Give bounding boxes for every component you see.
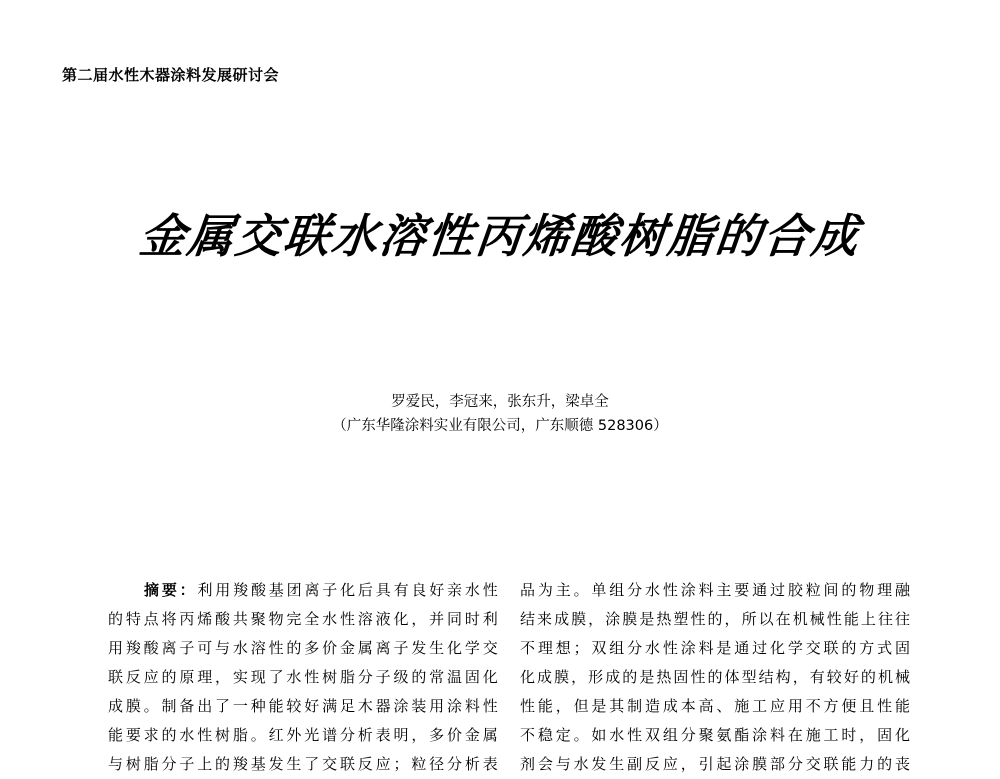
abstract-line: 与树脂分子上的羧基发生了交联反应；粒径分析表: [108, 755, 498, 773]
abstract-line: 能要求的水性树脂。红外光谱分析表明，多价金属: [108, 726, 498, 744]
conference-header: 第二届水性木器涂料发展研讨会: [62, 66, 280, 84]
abstract-text: 利用羧酸基团离子化后具有良好亲水性: [197, 581, 498, 599]
body-line: 剂会与水发生副反应，引起涂膜部分交联能力的丧: [520, 755, 910, 773]
abstract-line: [108, 576, 498, 605]
body-column-right: [520, 576, 910, 779]
paper-affiliation: （广东华隆涂料实业有限公司，广东顺德 528306）: [332, 418, 668, 434]
body-line: 不稳定。如水性双组分聚氨酯涂料在施工时，固化: [520, 726, 910, 744]
paper-authors: 罗爱民，李冠来，张东升，梁卓全: [391, 394, 609, 410]
abstract-line: 的特点将丙烯酸共聚物完全水性溶液化，并同时利: [108, 610, 498, 628]
abstract-label: 摘要：: [144, 581, 198, 599]
body-line: 品为主。单组分水性涂料主要通过胶粒间的物理融: [520, 581, 910, 599]
body-line: 化成膜，形成的是热固性的体型结构，有较好的机械: [520, 668, 910, 686]
abstract-line: 成膜。制备出了一种能较好满足木器涂装用涂料性: [108, 697, 498, 715]
body-line: 结来成膜，涂膜是热塑性的，所以在机械性能上往往: [520, 610, 910, 628]
paper-title: 金属交联水溶性丙烯酸树脂的合成: [136, 209, 863, 263]
abstract-line: 用羧酸离子可与水溶性的多价金属离子发生化学交: [108, 639, 498, 657]
body-line: 性能，但是其制造成本高、施工应用不方便且性能: [520, 697, 910, 715]
abstract-column: [108, 576, 498, 779]
abstract-line: 联反应的原理，实现了水性树脂分子级的常温固化: [108, 668, 498, 686]
body-line: 不理想；双组分水性涂料是通过化学交联的方式固: [520, 639, 910, 657]
